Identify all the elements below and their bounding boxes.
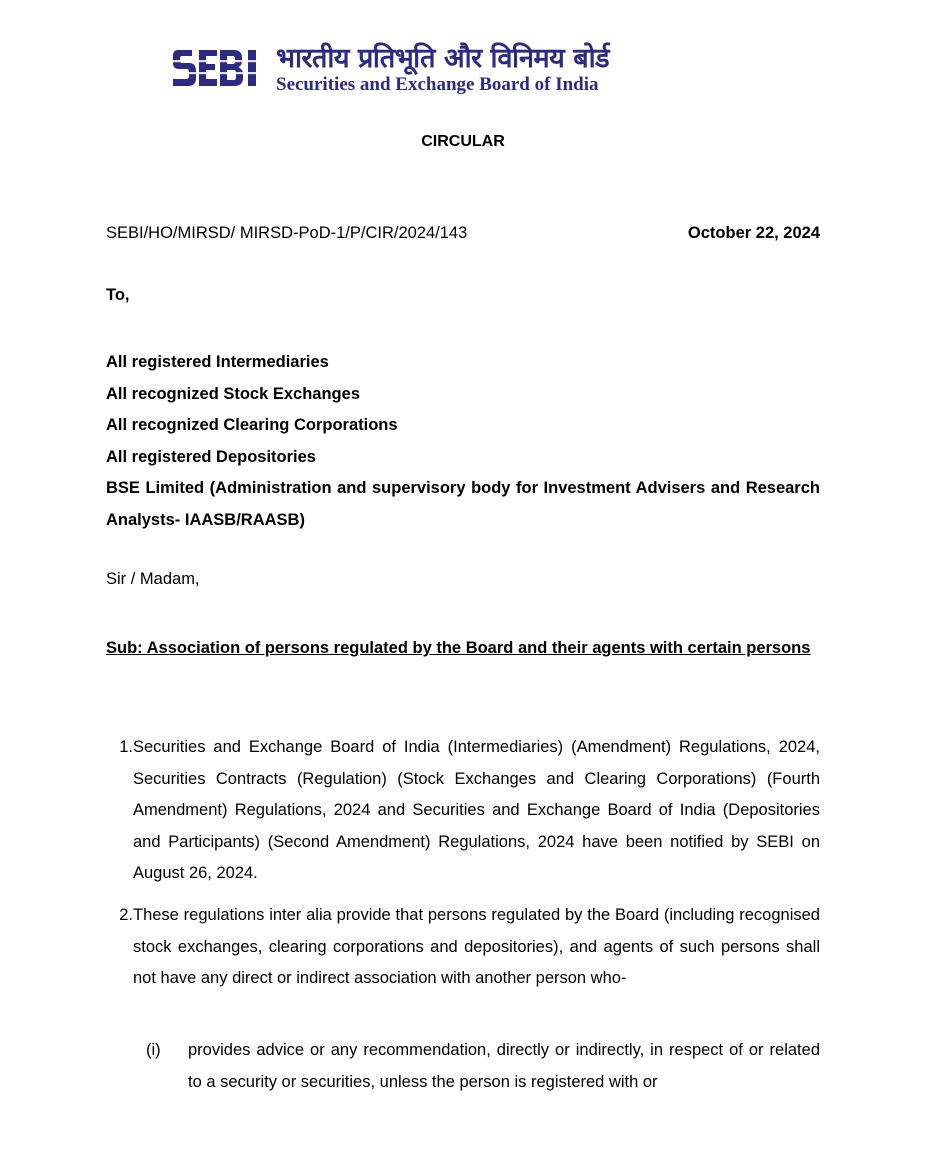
- circular-reference: SEBI/HO/MIRSD/ MIRSD-PoD-1/P/CIR/2024/143: [106, 224, 468, 242]
- sub-paragraph-text: provides advice or any recommendation, directly or indirectly, in respect of or related to a security or securities, unless the person is registered with or: [188, 1041, 820, 1091]
- subject-line: Sub: Association of persons regulated by the Board and their agents with certain persons: [106, 639, 811, 657]
- recipient-item: All registered Intermediaries: [106, 353, 329, 371]
- paragraph-number: 1.: [119, 738, 133, 756]
- recipient-list: [106, 347, 820, 537]
- english-title: Securities and Exchange Board of India: [276, 74, 599, 95]
- sebi-logo: [172, 46, 262, 92]
- paragraph-text: Securities and Exchange Board of India (Intermediaries) (Amendment) Regulations, 2024, Securities Contracts (Regulation) (Stock Exchanges and Clearing Corporations) (Fourth Amendment) Regulations, 2024 and Securities and Exchange Board of India (Depositories and Participants) (Second Amendment) Regulations, 2024 have been notified by SEBI on August 26, 2024.: [133, 738, 820, 883]
- paragraph: [106, 900, 820, 995]
- paragraph-text: These regulations inter alia provide that persons regulated by the Board (including recognised stock exchanges, clearing corporations and depositories), and agents of such persons shall not have any direct or indirect association with another person who-: [133, 906, 820, 988]
- document-title: CIRCULAR: [421, 133, 505, 150]
- paragraph: [106, 732, 820, 890]
- circular-date: October 22, 2024: [687, 224, 820, 242]
- letterhead: [172, 38, 732, 102]
- paragraph-number: 2.: [119, 906, 133, 924]
- sub-paragraph: [146, 1035, 820, 1098]
- recipient-item: All recognized Stock Exchanges: [106, 384, 360, 403]
- sub-paragraph-number: (i): [146, 1041, 161, 1059]
- salutation: Sir / Madam,: [106, 570, 200, 588]
- recipient-item: All recognized Clearing Corporations: [106, 416, 398, 435]
- addressee-label: To,: [106, 286, 130, 304]
- recipient-item: All registered Depositories: [106, 447, 316, 466]
- hindi-title: भारतीय प्रतिभूति और विनिमय बोर्ड: [276, 43, 610, 74]
- recipient-item: BSE Limited (Administration and supervisory body for Investment Advisers and Research Analysts- IAASB/RAASB): [106, 479, 820, 529]
